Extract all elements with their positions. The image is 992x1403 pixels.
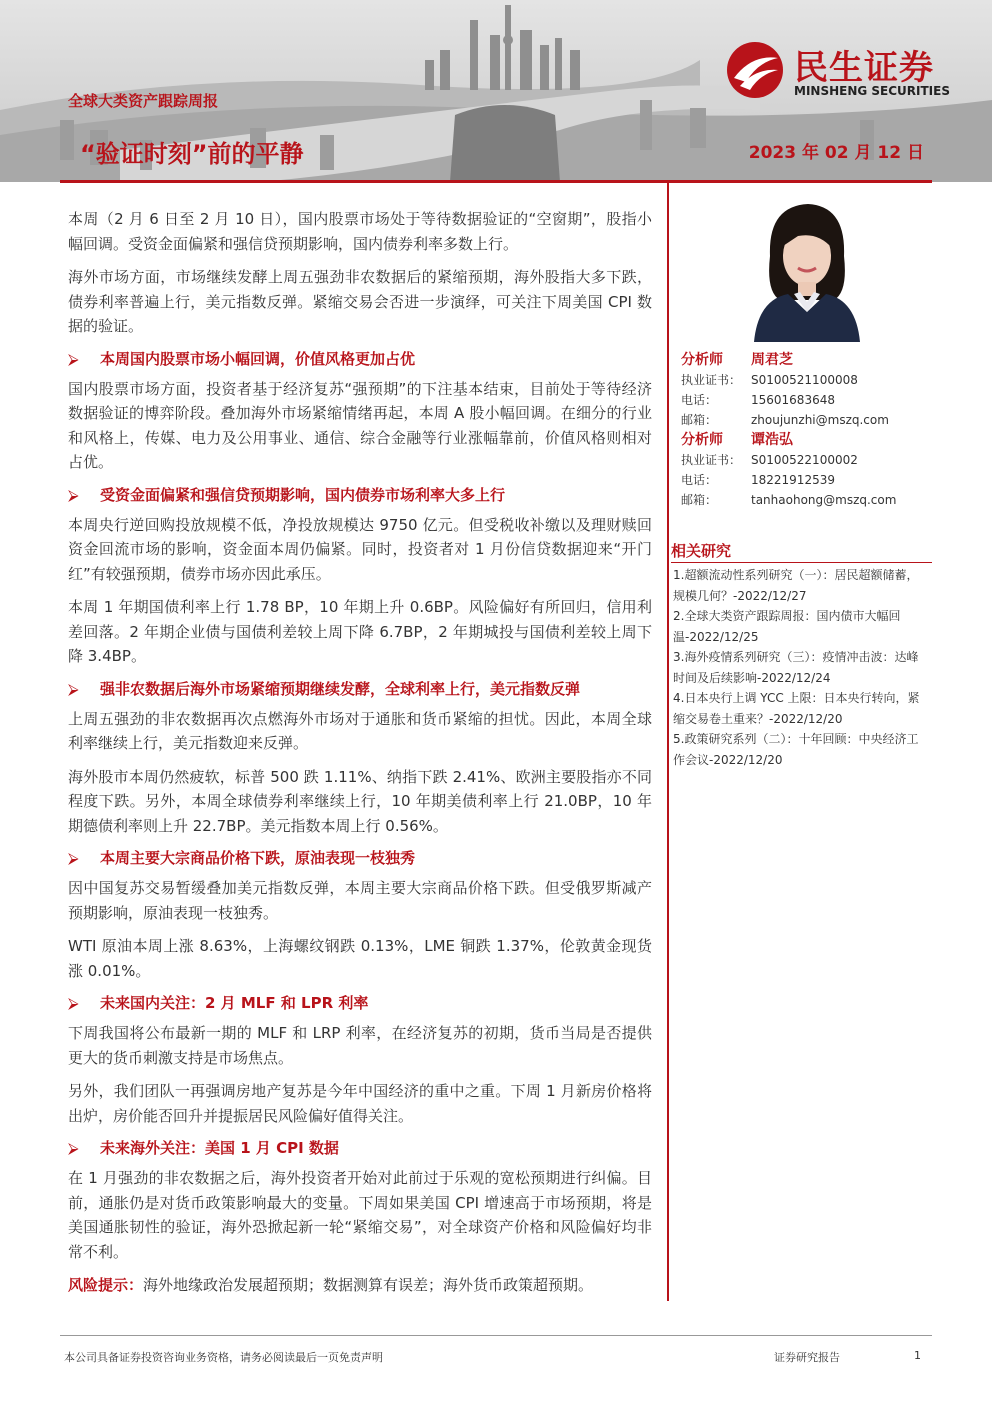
intro-paragraph: 海外市场方面，市场继续发酵上周五强劲非农数据后的紧缩预期，海外股指大多下跌，债券利率普遍上行，美元指数反弹。紧缩交易会否进一步演绎，可关注下周美国 CPI 数据的验证。 <box>68 268 652 335</box>
footer-disclaimer: 本公司具备证券投资咨询业务资格，请务必阅读最后一页免责声明 <box>64 1351 383 1364</box>
analyst-cert-row: 执业证书： S0100522100002 <box>681 453 858 467</box>
section-heading: ⮚ 本周主要大宗商品价格下跌，原油表现一枝独秀 <box>68 849 416 867</box>
section-heading: ⮚ 未来国内关注：2 月 MLF 和 LPR 利率 <box>68 994 369 1012</box>
section-paragraph: 国内股票市场方面，投资者基于经济复苏“强预期”的下注基本结束，目前处于等待经济数据验证的博弈阶段。叠加海外市场紧缩情绪再起，本周 A 股小幅回调。在细分的行业和风格上，传媒、电力及公用事业、通信、综合金融等行业涨幅靠前，价值风格则相对占优。 <box>68 379 652 471</box>
section-paragraph: WTI 原油本周上涨 8.63%，上海螺纹钢跌 0.13%，LME 铜跌 1.37%，伦敦黄金现货涨 0.01%。 <box>68 937 652 980</box>
section-paragraph: 另外，我们团队一再强调房地产复苏是今年中国经济的重中之重。下周 1 月新房价格将出炉，房价能否回升并提振居民风险偏好值得关注。 <box>68 1082 652 1125</box>
analyst-phone-row: 电话： 15601683648 <box>681 393 835 407</box>
section-heading: ⮚ 受资金面偏紧和强信贷预期影响，国内债券市场利率大多上行 <box>68 485 506 504</box>
analyst-cert-row: 执业证书： S0100521100008 <box>681 373 858 387</box>
section-paragraph: 下周我国将公布最新一期的 MLF 和 LRP 利率，在经济复苏的初期，货币当局是否提供更大的货币刺激支持是市场焦点。 <box>68 1024 652 1067</box>
related-research-divider <box>671 562 932 563</box>
logo-english-name: MINSHENG SECURITIES <box>794 84 950 98</box>
page-number: 1 <box>914 1349 921 1362</box>
related-research-list <box>673 565 923 770</box>
company-logo <box>722 40 962 100</box>
section-paragraph: 本周 1 年期国债利率上行 1.78 BP，10 年期上升 0.6BP。风险偏好有所回归，信用利差回落。2 年期企业债与国债利差较上周下降 6.7BP，2 年期城投与国债利差较上周下降 3.4BP。 <box>68 598 652 665</box>
analyst-name-row: 分析师 周君芝 <box>681 352 793 368</box>
logo-chinese-name: 民生证券 <box>794 48 934 88</box>
related-research-item[interactable]: 2.全球大类资产跟踪周报：国内债市大幅回温-2022/12/25 <box>673 609 901 644</box>
section-heading: ⮚ 本周国内股票市场小幅回调，价值风格更加占优 <box>68 349 416 368</box>
analyst-info <box>681 350 931 510</box>
section-heading: ⮚ 强非农数据后海外市场紧缩预期继续发酵，全球利率上行，美元指数反弹 <box>68 679 581 698</box>
section-paragraph: 上周五强劲的非农数据再次点燃海外市场对于通胀和货币紧缩的担忧。因此，本周全球利率继续上行，美元指数迎来反弹。 <box>68 709 652 752</box>
section-heading: ⮚ 未来海外关注：美国 1 月 CPI 数据 <box>68 1139 339 1157</box>
logo-mark-icon <box>722 40 788 100</box>
related-research-item[interactable]: 1.超额流动性系列研究（一）：居民超额储蓄，规模几何？-2022/12/27 <box>673 568 919 603</box>
risk-text: 海外地缘政治发展超预期；数据测算有误差；海外货币政策超预期。 <box>143 1276 594 1294</box>
analyst-email-row: 邮箱： tanhaohong@mszq.com <box>681 493 897 507</box>
report-date: 2023 年 02 月 12 日 <box>748 143 924 163</box>
arrow-bullet-icon: ⮚ <box>68 994 79 1012</box>
arrow-bullet-icon: ⮚ <box>68 849 79 867</box>
analyst-portrait-image <box>748 196 866 342</box>
report-title: “验证时刻”前的平静 <box>80 140 304 168</box>
section-paragraph: 在 1 月强劲的非农数据之后，海外投资者开始对此前过于乐观的宽松预期进行纠偏。目前，通胀仍是对货币政策影响最大的变量。下周如果美国 CPI 增速高于市场预期，将是美国通胀韧性的验证，海外恐掀起新一轮“紧缩交易”，对全球资产价格和风险偏好均非常不利。 <box>68 1169 652 1261</box>
section-paragraph: 本周央行逆回购投放规模不低，净投放规模达 9750 亿元。但受税收补缴以及理财赎回资金回流市场的影响，资金面本周仍偏紧。同时，投资者对 1 月份信贷数据迎来“开门红”有较强预期，债券市场亦因此承压。 <box>68 515 652 583</box>
risk-label: 风险提示： <box>68 1276 144 1294</box>
risk-warning <box>68 1273 652 1298</box>
related-research-item[interactable]: 5.政策研究系列（二）：十年回顾：中央经济工作会议-2022/12/20 <box>673 732 919 767</box>
footer-divider <box>60 1335 932 1336</box>
related-research-item[interactable]: 3.海外疫情系列研究（三）：疫情冲击波：达峰时间及后续影响-2022/12/24 <box>673 650 919 685</box>
intro-paragraph: 本周（2 月 6 日至 2 月 10 日），国内股票市场处于等待数据验证的“空窗期”，股指小幅回调。受资金面偏紧和强信贷预期影响，国内债券利率多数上行。 <box>68 210 652 253</box>
analyst-email-row: 邮箱： zhoujunzhi@mszq.com <box>681 413 889 427</box>
section-paragraph: 海外股市本周仍然疲软，标普 500 跌 1.11%、纳指下跌 2.41%、欧洲主要股指亦不同程度下跌。另外，本周全球债券利率继续上行，10 年期美债利率上行 21.0BP，10 年期德债利率则上升 22.7BP。美元指数本周上行 0.56%。 <box>68 767 652 835</box>
arrow-bullet-icon: ⮚ <box>68 679 79 698</box>
arrow-bullet-icon: ⮚ <box>68 1139 79 1157</box>
arrow-bullet-icon: ⮚ <box>68 485 79 504</box>
column-divider <box>667 183 669 1301</box>
analyst-name-row: 分析师 谭浩弘 <box>681 432 793 448</box>
header-banner <box>0 0 992 182</box>
analyst-phone-row: 电话： 18221912539 <box>681 473 835 487</box>
arrow-bullet-icon: ⮚ <box>68 349 79 368</box>
section-paragraph: 因中国复苏交易暂缓叠加美元指数反弹，本周主要大宗商品价格下跌。但受俄罗斯减产预期影响，原油表现一枝独秀。 <box>68 879 652 922</box>
related-research-title: 相关研究 <box>671 542 732 560</box>
footer-report-type: 证券研究报告 <box>774 1351 840 1364</box>
header-divider <box>60 180 932 183</box>
analyst-photo <box>748 196 866 342</box>
report-type: 全球大类资产跟踪周报 <box>68 92 219 110</box>
related-research-item[interactable]: 4.日本央行上调 YCC 上限：日本央行转向，紧缩交易卷土重来？-2022/12/20 <box>673 691 920 726</box>
main-column <box>68 207 652 1307</box>
